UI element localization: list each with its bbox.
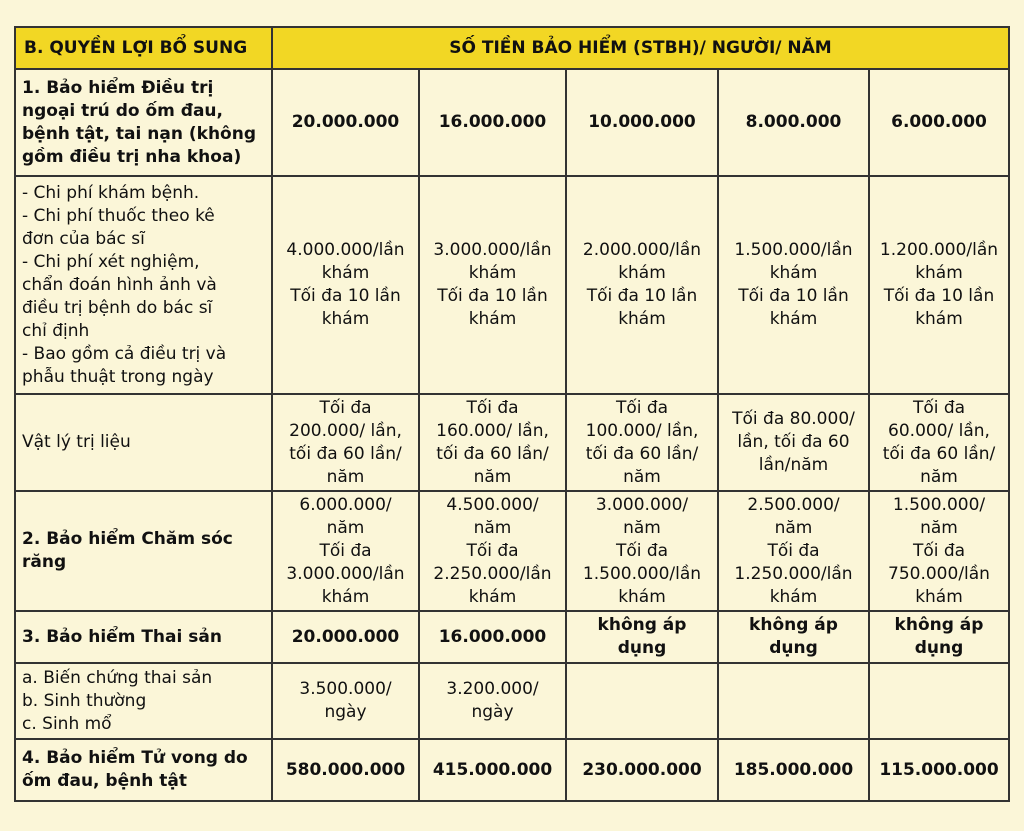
sum-insured-cell	[718, 663, 869, 739]
sum-insured-line: 3.200.000/	[446, 679, 539, 699]
benefit-label-line: c. Sinh mổ	[22, 713, 112, 734]
sum-insured-cell	[869, 611, 1009, 663]
sum-insured-line: Tối đa 10 lần	[290, 286, 401, 306]
sum-insured-line: khám	[618, 309, 666, 329]
sum-insured-line: 415.000.000	[432, 759, 553, 780]
sum-insured-cell	[566, 69, 718, 176]
benefit-label-line: 1. Bảo hiểm Điều trị	[22, 77, 214, 98]
sum-insured-cell	[419, 739, 566, 801]
benefit-label-line: - Chi phí khám bệnh.	[22, 182, 200, 203]
sum-insured-line: năm	[473, 517, 512, 538]
sum-insured-line: 8.000.000	[745, 112, 842, 132]
benefit-label-line: 2. Bảo hiểm Chăm sóc	[22, 529, 233, 549]
table-body	[15, 69, 1009, 801]
benefit-label-cell	[15, 611, 272, 663]
sum-insured-line: khám	[915, 309, 963, 329]
sum-insured-line: 6.000.000	[891, 112, 987, 132]
sum-insured-line: 1.500.000/	[892, 494, 986, 515]
benefit-label-line: phẫu thuật trong ngày	[22, 366, 214, 387]
benefit-label-line: 3. Bảo hiểm Thai sản	[22, 626, 222, 647]
sum-insured-cell	[869, 491, 1009, 611]
sum-insured-line: không áp	[894, 615, 984, 635]
sum-insured-cell	[869, 69, 1009, 176]
sum-insured-cell	[566, 663, 718, 739]
sum-insured-line: 6.000.000/	[299, 494, 392, 515]
sum-insured-line: tối đa 60 lần/	[289, 443, 402, 464]
sum-insured-line: Tối đa	[767, 540, 820, 561]
sum-insured-line: 200.000/ lần,	[289, 420, 402, 441]
sum-insured-line: Tối đa	[319, 397, 372, 418]
sum-insured-cell	[419, 491, 566, 611]
table-row	[15, 611, 1009, 663]
sum-insured-cell	[718, 611, 869, 663]
sum-insured-cell	[718, 394, 869, 491]
sum-insured-cell	[272, 491, 419, 611]
sum-insured-line: khám	[321, 263, 370, 283]
sum-insured-line: 2.000.000/lần	[582, 240, 702, 260]
sum-insured-line: 16.000.000	[438, 626, 547, 647]
sum-insured-line: 750.000/lần	[888, 563, 990, 584]
benefit-label-line: ngoại trú do ốm đau,	[22, 100, 223, 121]
sum-insured-line: 100.000/ lần,	[585, 420, 699, 441]
benefit-label-line: Vật lý trị liệu	[22, 432, 131, 452]
benefit-label-line: bệnh tật, tai nạn (không	[22, 123, 256, 144]
sum-insured-line: Tối đa 10 lần	[437, 286, 548, 306]
sum-insured-cell	[419, 176, 566, 394]
sum-insured-line: 3.500.000/	[299, 679, 392, 699]
sum-insured-cell	[419, 663, 566, 739]
sum-insured-line: năm	[623, 517, 661, 538]
sum-insured-cell	[272, 176, 419, 394]
sum-insured-line: khám	[769, 309, 818, 329]
sum-insured-cell	[272, 394, 419, 491]
benefit-label-line: 4. Bảo hiểm Tử vong do	[22, 748, 248, 768]
sum-insured-cell	[419, 611, 566, 663]
sum-insured-line: 20.000.000	[291, 112, 400, 132]
sum-insured-line: Tối đa	[615, 540, 669, 561]
sum-insured-line: 10.000.000	[588, 112, 696, 132]
sum-insured-line: không áp	[749, 615, 838, 635]
sum-insured-line: 3.000.000/lần	[433, 240, 552, 260]
sum-insured-line: 4.500.000/	[446, 494, 539, 515]
header-benefit-title: B. QUYỀN LỢI BỔ SUNG	[15, 27, 272, 69]
sum-insured-line: lần/năm	[758, 455, 829, 475]
sum-insured-line: Tối đa	[912, 540, 966, 561]
benefit-label-cell	[15, 491, 272, 611]
sum-insured-cell	[419, 394, 566, 491]
benefit-label-line: gồm điều trị nha khoa)	[22, 146, 242, 167]
sum-insured-cell	[718, 176, 869, 394]
table-row	[15, 176, 1009, 394]
benefit-label-cell	[15, 394, 272, 491]
sum-insured-line: khám	[618, 586, 666, 607]
sum-insured-line: khám	[915, 586, 963, 607]
table-row	[15, 69, 1009, 176]
sum-insured-line: 3.000.000/lần	[286, 563, 405, 584]
header-sum-insured-title: SỐ TIỀN BẢO HIỂM (STBH)/ NGƯỜI/ NĂM	[272, 27, 1009, 69]
sum-insured-line: 115.000.000	[879, 759, 999, 780]
benefit-label-line: răng	[22, 552, 67, 572]
sum-insured-line: dụng	[914, 638, 964, 658]
table-row	[15, 394, 1009, 491]
benefit-label-line: - Bao gồm cả điều trị và	[22, 343, 227, 364]
sum-insured-line: Tối đa	[466, 540, 519, 561]
sum-insured-cell	[272, 611, 419, 663]
sum-insured-line: dụng	[769, 638, 818, 658]
benefit-label-line: đơn của bác sĩ	[22, 228, 145, 249]
table-row	[15, 739, 1009, 801]
sum-insured-cell	[566, 491, 718, 611]
sum-insured-line: 185.000.000	[733, 759, 854, 780]
sum-insured-line: Tối đa 10 lần	[883, 286, 995, 306]
sum-insured-cell	[718, 69, 869, 176]
sum-insured-line: năm	[326, 517, 365, 538]
sum-insured-line: khám	[321, 309, 370, 329]
benefit-label-line: - Chi phí xét nghiệm,	[22, 251, 200, 272]
sum-insured-line: ngày	[324, 702, 367, 722]
table-row	[15, 663, 1009, 739]
benefit-label-line: - Chi phí thuốc theo kê	[22, 205, 215, 226]
sum-insured-line: ngày	[471, 702, 514, 722]
sum-insured-line: Tối đa	[615, 397, 669, 418]
sum-insured-line: 16.000.000	[438, 112, 547, 132]
benefit-label-line: điều trị bệnh do bác sĩ	[22, 297, 213, 318]
sum-insured-line: lần, tối đa 60	[737, 432, 850, 452]
sum-insured-line: năm	[623, 466, 661, 487]
sum-insured-line: 2.250.000/lần	[433, 563, 552, 584]
sum-insured-line: 20.000.000	[291, 626, 400, 647]
sum-insured-line: khám	[468, 309, 517, 329]
sum-insured-line: Tối đa	[466, 397, 519, 418]
benefit-label-line: a. Biến chứng thai sản	[22, 667, 213, 688]
sum-insured-line: Tối đa 10 lần	[586, 286, 698, 306]
sum-insured-line: Tối đa	[912, 397, 966, 418]
sum-insured-cell	[566, 176, 718, 394]
benefit-label-cell	[15, 176, 272, 394]
sum-insured-line: năm	[920, 517, 958, 538]
sum-insured-line: 3.000.000/	[595, 494, 689, 515]
sum-insured-line: 60.000/ lần,	[888, 420, 990, 441]
sum-insured-line: 1.200.000/lần	[879, 240, 999, 260]
sum-insured-cell	[869, 394, 1009, 491]
sum-insured-line: năm	[774, 517, 813, 538]
sum-insured-line: khám	[618, 263, 666, 283]
sum-insured-cell	[419, 69, 566, 176]
benefit-label-cell	[15, 69, 272, 176]
sum-insured-line: khám	[769, 263, 818, 283]
sum-insured-line: 2.500.000/	[747, 494, 840, 515]
sum-insured-cell	[272, 739, 419, 801]
sum-insured-line: 1.500.000/lần	[734, 240, 853, 260]
sum-insured-cell	[566, 611, 718, 663]
benefit-label-line: ốm đau, bệnh tật	[22, 771, 187, 791]
sum-insured-line: khám	[321, 586, 370, 607]
sum-insured-line: năm	[473, 466, 512, 487]
benefit-label-line: chỉ định	[22, 320, 90, 341]
sum-insured-line: khám	[468, 263, 517, 283]
sum-insured-line: Tối đa 10 lần	[738, 286, 849, 306]
table-row	[15, 491, 1009, 611]
sum-insured-line: Tối đa 80.000/	[732, 409, 855, 429]
sum-insured-line: năm	[920, 466, 958, 487]
sum-insured-line: khám	[769, 586, 818, 607]
sum-insured-line: 1.500.000/lần	[582, 563, 702, 584]
sum-insured-line: tối đa 60 lần/	[882, 443, 996, 464]
sum-insured-line: dụng	[617, 638, 667, 658]
sum-insured-cell	[869, 663, 1009, 739]
sum-insured-line: tối đa 60 lần/	[436, 443, 549, 464]
sum-insured-line: 230.000.000	[582, 759, 702, 780]
sum-insured-line: 580.000.000	[285, 759, 406, 780]
benefit-label-line: b. Sinh thường	[22, 690, 147, 711]
sum-insured-cell	[869, 739, 1009, 801]
sum-insured-line: không áp	[597, 615, 687, 635]
sum-insured-line: 1.250.000/lần	[734, 563, 853, 584]
benefit-label-line: chẩn đoán hình ảnh và	[22, 274, 217, 295]
benefit-label-cell	[15, 739, 272, 801]
sum-insured-line: năm	[326, 466, 365, 487]
sum-insured-cell	[272, 663, 419, 739]
sum-insured-line: Tối đa	[319, 540, 372, 561]
benefit-label-cell	[15, 663, 272, 739]
sum-insured-line: tối đa 60 lần/	[585, 443, 699, 464]
sum-insured-cell	[566, 394, 718, 491]
sum-insured-line: 160.000/ lần,	[436, 420, 549, 441]
sum-insured-cell	[869, 176, 1009, 394]
sum-insured-cell	[718, 491, 869, 611]
sum-insured-cell	[566, 739, 718, 801]
sum-insured-line: khám	[468, 586, 517, 607]
benefit-table	[14, 26, 1010, 802]
sum-insured-cell	[272, 69, 419, 176]
sum-insured-cell	[718, 739, 869, 801]
sum-insured-line: khám	[915, 263, 963, 283]
sum-insured-line: 4.000.000/lần	[286, 240, 405, 260]
table-header-row	[15, 27, 1009, 69]
